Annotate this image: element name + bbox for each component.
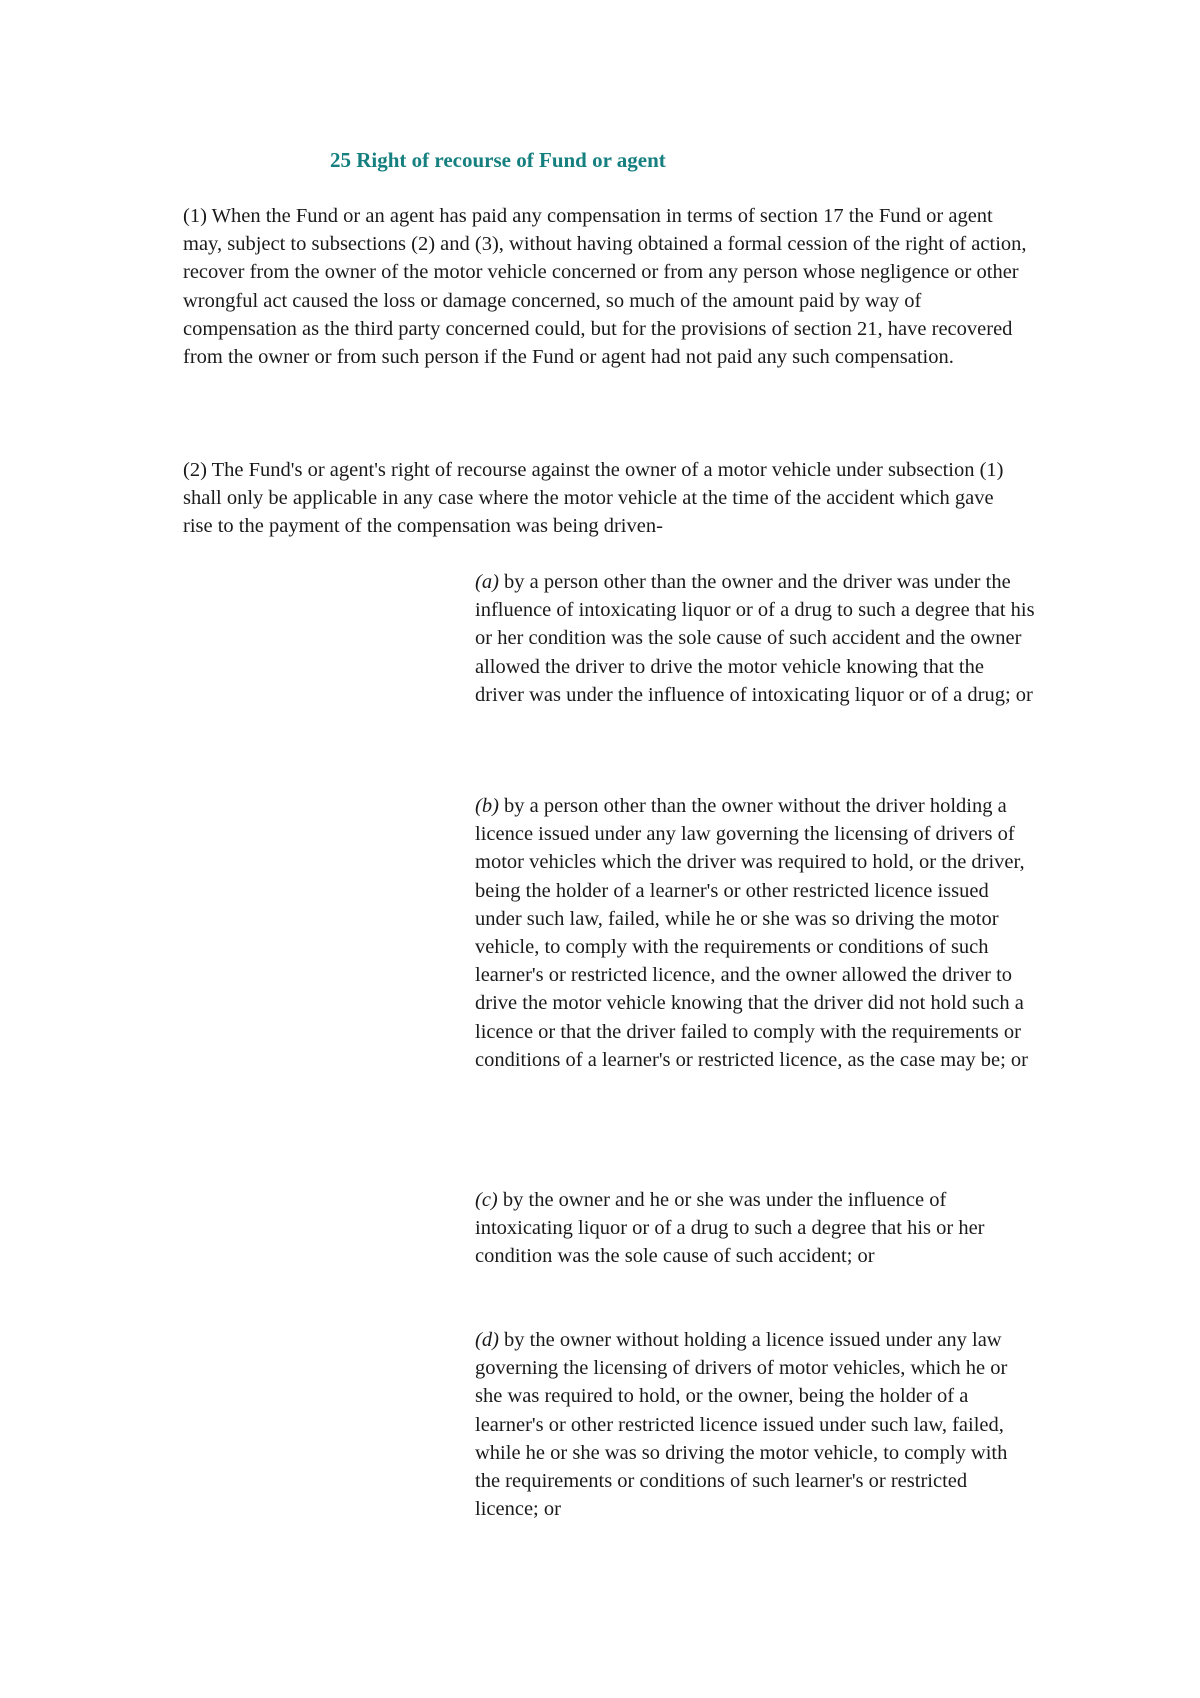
subsection-2: (2) The Fund's or agent's right of recourse against the owner of a motor vehicle under subsection (1) shall only be applicable in any case where the motor vehicle at the time of the accident which gave rise to the payment of the compensation was being driven- [183,459,1004,538]
paragraph-d-letter: (d) [475,1329,499,1351]
paragraph-c-text: by the owner and he or she was under the influence of intoxicating liquor or of a drug to such a degree that his or her condition was the sole cause of such accident; or [475,1189,985,1268]
paragraph-c [475,1186,1035,1271]
paragraph-a-letter: (a) [475,571,499,593]
subsection-1: (1) When the Fund or an agent has paid any compensation in terms of section 17 the Fund or agent may, subject to subsections (2) and (3), without having obtained a formal cession of the right of action, recover from the owner of the motor vehicle concerned or from any person whose negligence or other wrongful act caused the loss or damage concerned, so much of the amount paid by way of compensation as the third party concerned could, but for the provisions of section 21, have recovered from the owner or from such person if the Fund or agent had not paid any such compensation. [183,205,1027,369]
paragraph-b-text: by a person other than the owner without the driver holding a licence issued under any law governing the licensing of drivers of motor vehicles which the driver was required to hold, or the driver, being the holder of a learner's or other restricted licence issued under such law, failed, while he or she was so driving the motor vehicle, to comply with the requirements or conditions of such learner's or restricted licence, and the owner allowed the driver to drive the motor vehicle knowing that the driver did not hold such a licence or that the driver failed to comply with the requirements or conditions of a learner's or restricted licence, as the case may be; or [475,795,1028,1071]
paragraph-a-text: by a person other than the owner and the driver was under the influence of intoxicating liquor or of a drug to such a degree that his or her condition was the sole cause of such accident and the owner allowed the driver to drive the motor vehicle knowing that the driver was under the influence of intoxicating liquor or of a drug; or [475,571,1035,706]
paragraph-b [475,792,1035,1074]
paragraph-d-text: by the owner without holding a licence issued under any law governing the licensing of drivers of motor vehicles, which he or she was required to hold, or the owner, being the holder of a learner's or other restricted licence issued under such law, failed, while he or she was so driving the motor vehicle, to comply with the requirements or conditions of such learner's or restricted licence; or [475,1329,1008,1521]
paragraph-b-letter: (b) [475,795,499,817]
paragraph-c-letter: (c) [475,1189,498,1211]
section-heading: 25 Right of recourse of Fund or agent [330,148,666,172]
paragraph-a [475,568,1035,709]
paragraph-d [475,1326,1035,1523]
